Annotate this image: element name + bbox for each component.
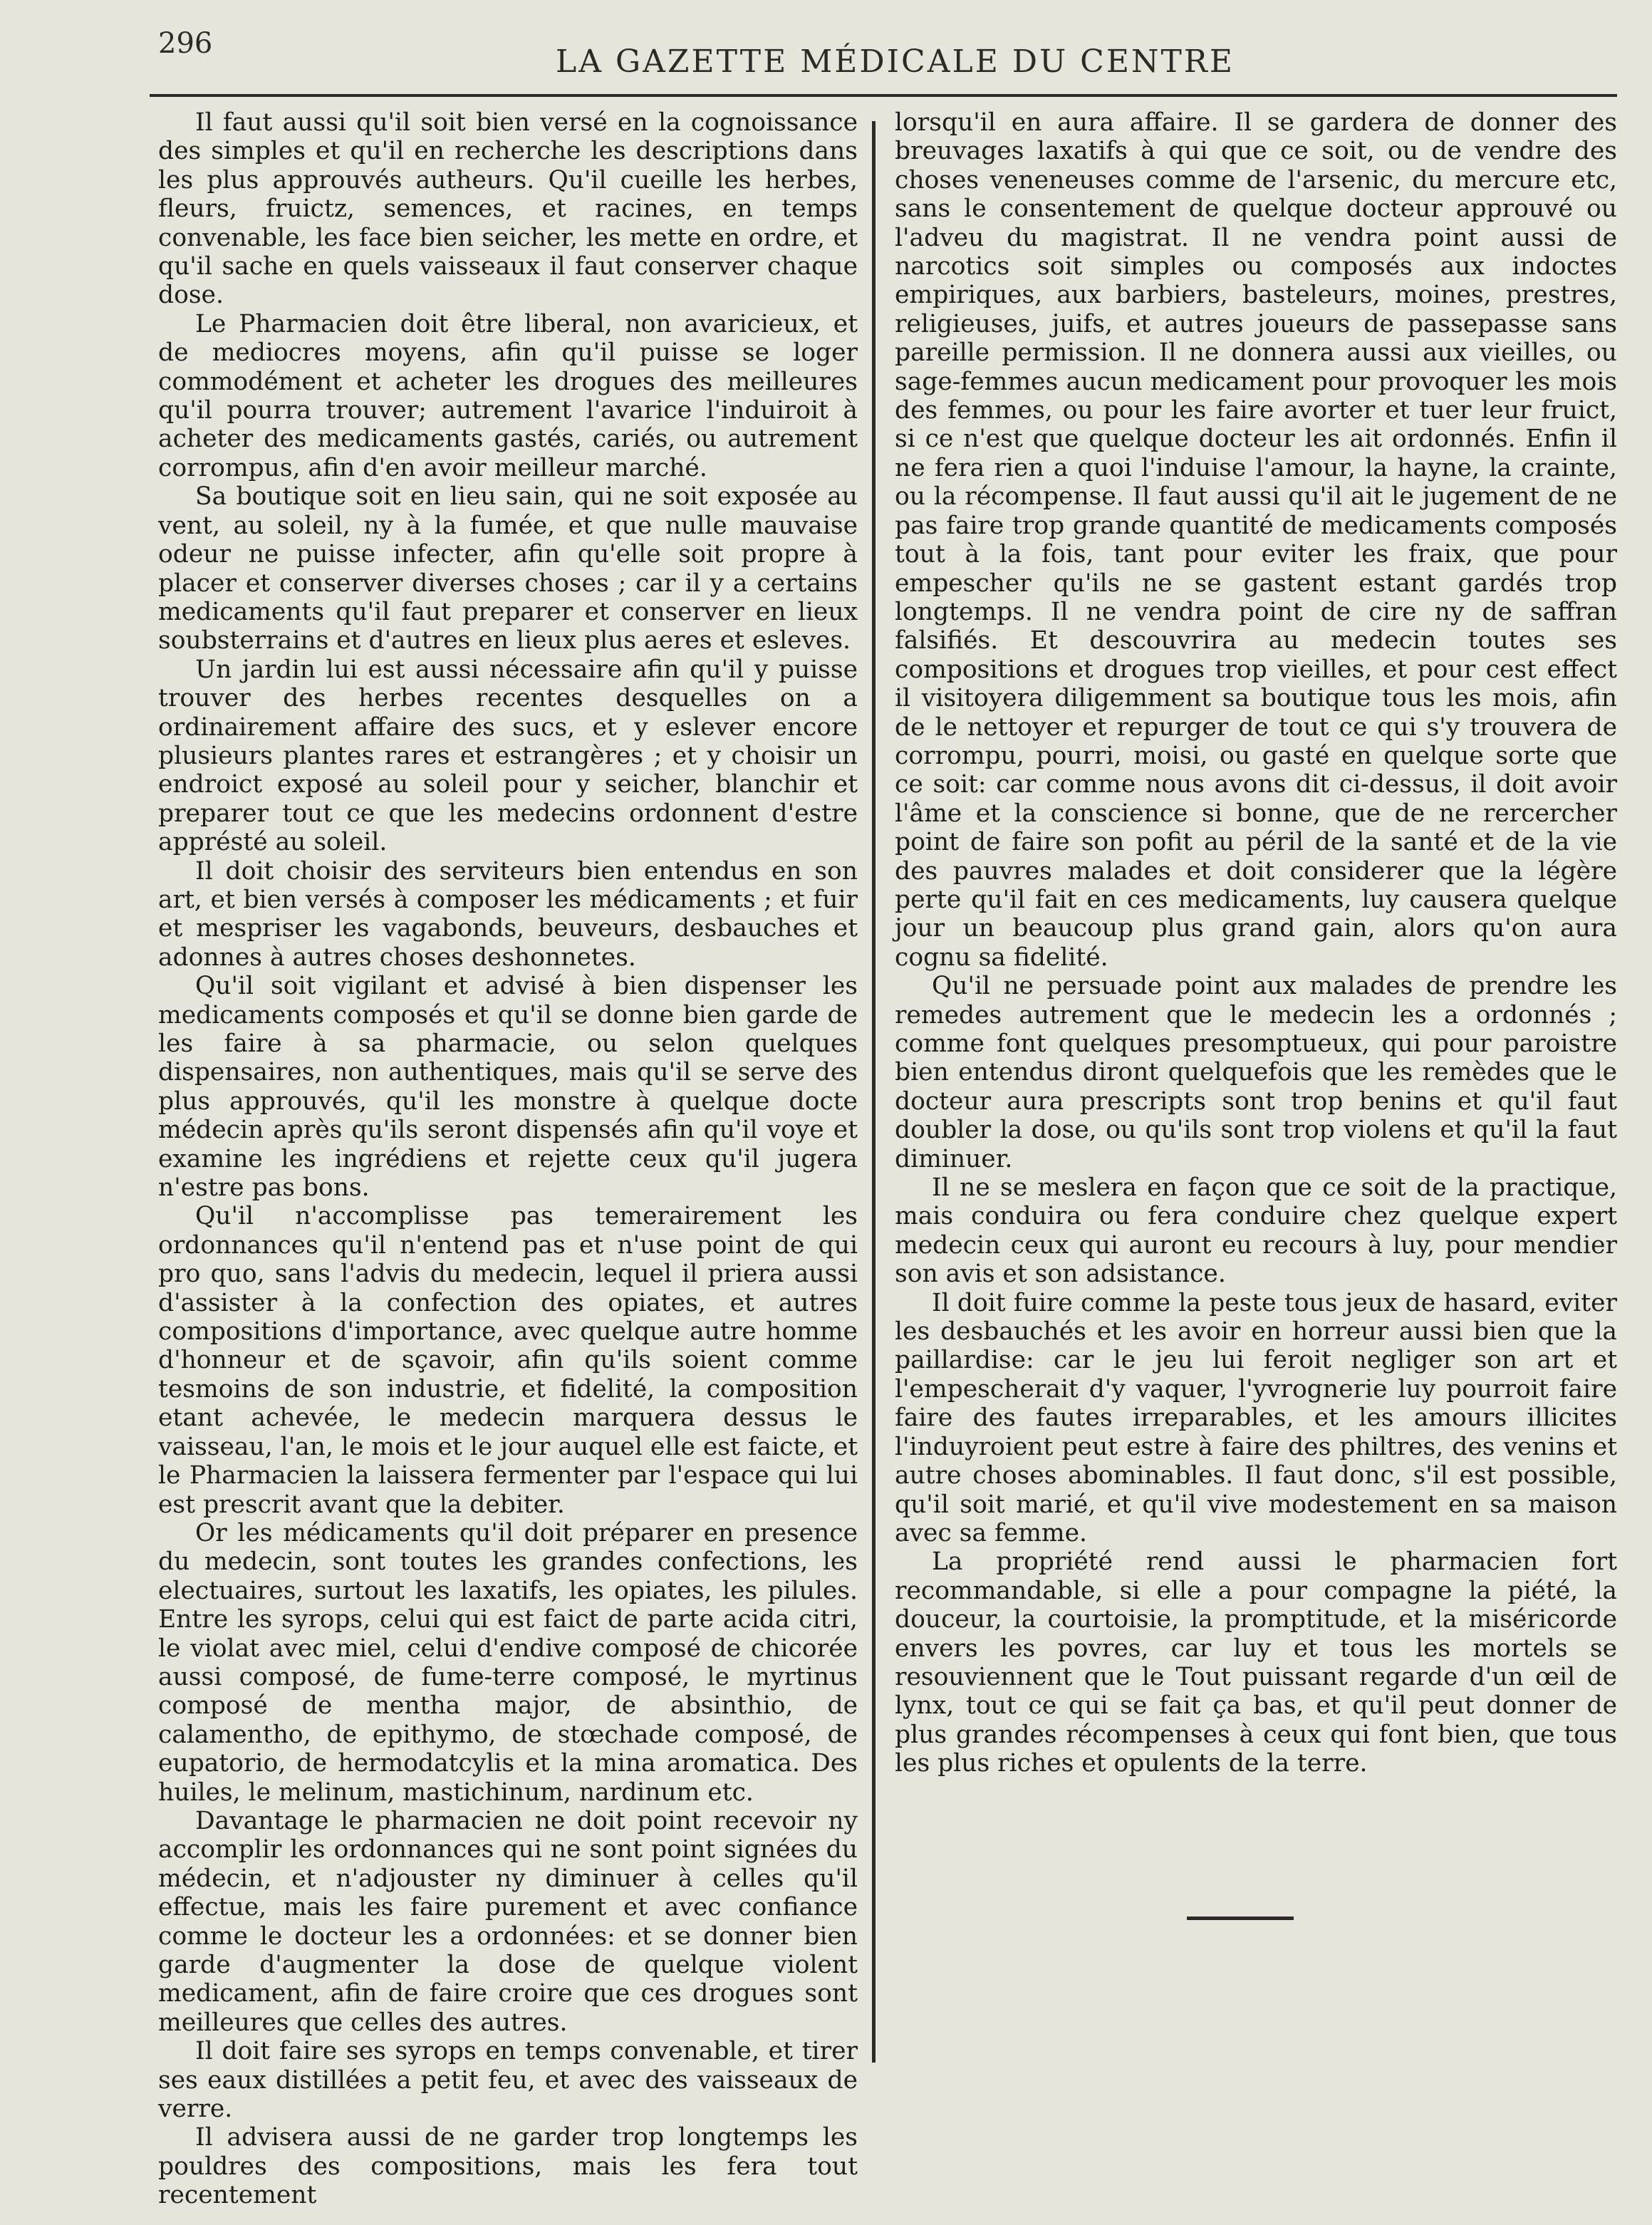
header-rule [150,94,1617,97]
paragraph: Il doit choisir des serviteurs bien entendus en son art, et bien versés à composer les médicaments ; et fuir et mespriser les vagabonds, beuveurs, desbauches et adonnes à autres choses deshonnetes. [158,856,858,972]
page-number: 296 [158,27,213,60]
paragraph: Il doit faire ses syrops en temps convenable, et tirer ses eaux distillées a petit feu, et avec des vaisseaux de verre. [158,2037,858,2124]
paragraph: Qu'il n'accomplisse pas temerairement les ordonnances qu'il n'entend pas et n'use point de qui pro quo, sans l'advis du medecin, lequel il priera aussi d'assister à la confection des opiates, et autres compositions d'importance, avec quelque autre homme d'honneur et de sçavoir, afin qu'ils soient comme tesmoins de son industrie, et fidelité, la composition etant achevée, le medecin marquera dessus le vaisseau, l'an, le mois et le jour auquel elle est faicte, et le Pharmacien la laissera fermenter par l'espace qui lui est prescrit avant que la debiter. [158,1202,858,1519]
paragraph: Sa boutique soit en lieu sain, qui ne soit exposée au vent, au soleil, ny à la fumée, et que nulle mauvaise odeur ne puisse infecter, afin qu'elle soit propre à placer et conserver diverses choses ; car il y a certains medicaments qu'il faut preparer et conserver en lieux soubsterrains et d'autres en lieux plus aeres et esleves. [158,482,858,655]
paragraph: Il doit fuire comme la peste tous jeux de hasard, eviter les desbauchés et les avoir en horreur aussi bien que la paillardise: car le jeu lui feroit negliger son art et l'empescherait d'y vaquer, l'yvrognerie luy pourroit faire faire des fautes irreparables, et les amours illicites l'induyroient peut estre à faire des philtres, des venins et autre choses abominables. Il faut donc, s'il est possible, qu'il soit marié, et qu'il vive modestement en sa maison avec sa femme. [895,1288,1617,1547]
paragraph: Le Pharmacien doit être liberal, non avaricieux, et de mediocres moyens, afin qu'il puisse se loger commodément et acheter les drogues des meilleures qu'il pourra trouver; autrement l'avarice l'induiroit à acheter des medicaments gastés, cariés, ou autrement corrompus, afin d'en avoir meilleur marché. [158,309,858,482]
paragraph: Il advisera aussi de ne garder trop longtemps les pouldres des compositions, mais les fera tout recentement [158,2123,858,2210]
paragraph: Qu'il soit vigilant et advisé à bien dispenser les medicaments composés et qu'il se donne bien garde de les faire à sa pharmacie, ou selon quelques dispensaires, non authentiques, mais qu'il se serve des plus approuvés, qu'il les monstre à quelque docte médecin après qu'ils seront dispensés afin qu'il voye et examine les ingrédiens et rejette ceux qu'il jugera n'estre pas bons. [158,972,858,1203]
paragraph: Il ne se meslera en façon que ce soit de la practique, mais conduira ou fera conduire chez quelque expert medecin ceux qui auront eu recours à luy, pour mendier son avis et son adsistance. [895,1173,1617,1289]
paragraph: Qu'il ne persuade point aux malades de prendre les remedes autrement que le medecin les a ordonnés ; comme font quelques presomptueux, qui pour paroistre bien entendus diront quelquefois que les remèdes que le docteur aura prescripts sont trop benins et qu'il faut doubler la dose, ou qu'ils sont trop violens et qu'il la faut diminuer. [895,972,1617,1173]
column-divider [872,121,876,2063]
paragraph: Un jardin lui est aussi nécessaire afin qu'il y puisse trouver des herbes recentes desquelles on a ordinairement affaire des sucs, et y eslever encore plusieurs plantes rares et estrangères ; et y choisir un endroict exposé au soleil pour y seicher, blanchir et preparer tout ce que les medecins ordonnent d'estre apprésté au soleil. [158,655,858,857]
end-of-article-rule [1187,1917,1294,1920]
paragraph-continued: lorsqu'il en aura affaire. Il se gardera de donner des breuvages laxatifs à qui que ce soit, ou de vendre des choses veneneuses comme de l'arsenic, du mercure etc, sans le consentement de quelque docteur approuvé ou l'adveu du magistrat. Il ne vendra point aussi de narcotics soit simples ou composés aux indoctes empiriques, aux barbiers, basteleurs, moines, prestres, religieuses, juifs, et autres joueurs de passepasse sans pareille permission. Il ne donnera aussi aux vieilles, ou sage-femmes aucun medicament pour provoquer les mois des femmes, ou pour les faire avorter et tuer leur fruict, si ce n'est que quelque docteur les ait ordonnés. Enfin il ne fera rien a quoi l'induise l'amour, la hayne, la crainte, ou la récompense. Il faut aussi qu'il ait le jugement de ne pas faire trop grande quantité de medicaments composés tout à la fois, tant pour eviter les fraix, que pour empescher qu'ils ne se gastent estant gardés trop longtemps. Il ne vendra point de cire ny de saffran falsifiés. Et descouvrira au medecin toutes ses compositions et drogues trop vieilles, et pour cest effect il visitoyera diligemment sa boutique tous les mois, afin de le nettoyer et repurger de tout ce qui s'y trouvera de corrompu, pourri, moisi, ou gasté en quelque sorte que ce soit: car comme nous avons dit ci-dessus, il doit avoir l'âme et la conscience si bonne, que de ne rercercher point de faire son pofit au péril de la santé et de la vie des pauvres malades et doit considerer que la légère perte qu'il fait en ces medicaments, luy causera quelque jour un beaucoup plus grand gain, alors qu'on aura cognu sa fidelité. [895,108,1617,972]
paragraph: La propriété rend aussi le pharmacien fort recommandable, si elle a pour compagne la piété, la douceur, la courtoisie, la promptitude, et la miséricorde envers les povres, car luy et tous les mortels se resouviennent que le Tout puissant regarde d'un œil de lynx, tout ce qui se fait ça bas, et qu'il peut donner de plus grandes récompenses à ceux qui font bien, que tous les plus riches et opulents de la terre. [895,1547,1617,1778]
left-column [158,108,858,2210]
right-column [895,108,1617,1778]
paragraph: Davantage le pharmacien ne doit point recevoir ny accomplir les ordonnances qui ne sont point signées du médecin, et n'adjouster ny diminuer à celles qu'il effectue, mais les faire purement et avec confiance comme le docteur les a ordonnées: et se donner bien garde d'augmenter la dose de quelque violent medicament, afin de faire croire que ces drogues sont meilleures que celles des autres. [158,1806,858,2037]
paragraph: Or les médicaments qu'il doit préparer en presence du medecin, sont toutes les grandes confections, les electuaires, surtout les laxatifs, les opiates, les pilules. Entre les syrops, celui qui est faict de parte acida citri, le violat avec miel, celui d'endive composé de chicorée aussi composé, de fume-terre composé, le myrtinus composé de mentha major, de absinthio, de calamentho, de epithymo, de stœchade composé, de eupatorio, de hermodatcylis et la mina aromatica. Des huiles, le melinum, mastichinum, nardinum etc. [158,1518,858,1807]
paragraph: Il faut aussi qu'il soit bien versé en la cognoissance des simples et qu'il en recherche les descriptions dans les plus approuvés autheurs. Qu'il cueille les herbes, fleurs, fruictz, semences, et racines, en temps convenable, les face bien seicher, les mette en ordre, et qu'il sache en quels vaisseaux il faut conserver chaque dose. [158,108,858,310]
running-title: LA GAZETTE MÉDICALE DU CENTRE [556,43,1235,80]
